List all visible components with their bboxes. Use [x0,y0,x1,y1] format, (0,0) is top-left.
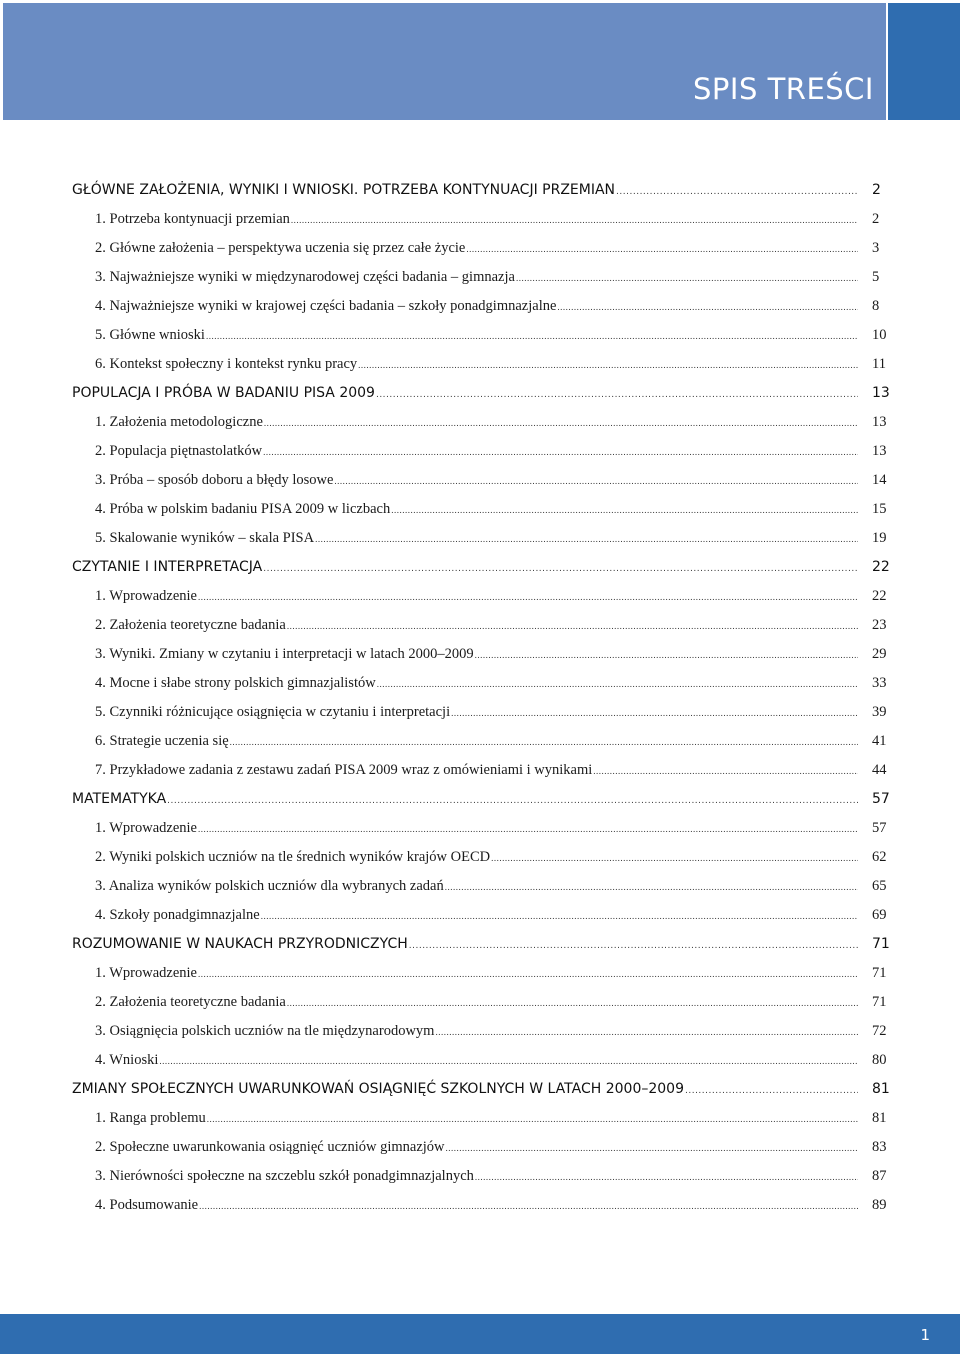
toc-item[interactable] [72,698,898,727]
toc-item-title: 3. Osiągnięcia polskich uczniów na tle międzynarodowym [95,1023,435,1039]
toc-item-title: 5. Główne wnioski [95,327,205,343]
toc-page-number: 83 [872,1139,887,1155]
toc-page-number: 71 [872,965,887,981]
toc-page-number: 71 [872,936,890,952]
toc-item-title: 5. Czynniki różnicujące osiągnięcia w czytaniu i interpretacji [95,704,451,720]
toc-page-number: 62 [872,849,887,865]
toc-item[interactable] [72,872,898,901]
page-number: 1 [920,1326,930,1344]
toc-item-title: 4. Próba w polskim badaniu PISA 2009 w liczbach [95,501,391,517]
toc-item-title: 4. Najważniejsze wyniki w krajowej części badania – szkoły ponadgimnazjalne [95,298,557,314]
header-accent-block [888,3,960,120]
dot-leader [261,901,858,931]
toc-item[interactable] [72,582,898,611]
dot-leader [685,1075,858,1106]
toc-item[interactable] [72,669,898,698]
toc-item-title: 2. Wyniki polskich uczniów na tle średnich wyników krajów OECD [95,849,491,865]
dot-leader [377,669,858,699]
toc-page-number: 14 [872,472,887,488]
toc-item-title: 4. Mocne i słabe strony polskich gimnazjalistów [95,675,376,691]
toc-section-title: MATEMATYKA [72,791,167,807]
toc-page-number: 13 [872,443,887,459]
dot-leader [315,524,858,554]
toc-page-number: 2 [872,182,881,198]
toc-item-title: 4. Szkoły ponadgimnazjalne [95,907,260,923]
toc-page-number: 89 [872,1197,887,1213]
dot-leader [475,1162,858,1192]
toc-section[interactable] [72,379,898,408]
toc-item-title: 6. Kontekst społeczny i kontekst rynku pracy [95,356,358,372]
toc-item-title: 1. Wprowadzenie [95,820,197,836]
toc-item[interactable] [72,321,898,350]
toc-item[interactable] [72,205,898,234]
toc-page-number: 23 [872,617,887,633]
dot-leader [263,553,858,584]
toc-page-number: 22 [872,588,887,604]
dot-leader [334,466,858,496]
toc-page-number: 80 [872,1052,887,1068]
toc-item-title: 1. Ranga problemu [95,1110,206,1126]
toc-section-title: POPULACJA I PRÓBA W BADANIU PISA 2009 [72,385,375,401]
toc-item[interactable] [72,408,898,437]
toc-item[interactable] [72,1104,898,1133]
toc-item[interactable] [72,437,898,466]
dot-leader [557,292,858,322]
toc-section[interactable] [72,553,898,582]
dot-leader [491,843,858,873]
toc-item[interactable] [72,1017,898,1046]
toc-section-title: ZMIANY SPOŁECZNYCH UWARUNKOWAŃ OSIĄGNIĘĆ SZKOLNYCH W LATACH 2000–2009 [72,1081,684,1097]
toc-page-number: 22 [872,559,890,575]
toc-page-number: 41 [872,733,887,749]
toc-section-title: ROZUMOWANIE W NAUKACH PRZYRODNICZYCH [72,936,408,952]
dot-leader [391,495,858,525]
dot-leader [263,437,858,467]
toc-item[interactable] [72,988,898,1017]
page-title: SPIS TREŚCI [693,72,874,106]
dot-leader [358,350,858,380]
toc-item[interactable] [72,814,898,843]
toc-item[interactable] [72,234,898,263]
toc-item[interactable] [72,466,898,495]
toc-page-number: 15 [872,501,887,517]
toc-page-number: 10 [872,327,887,343]
toc-section[interactable] [72,785,898,814]
toc-page-number: 81 [872,1081,890,1097]
toc-item-title: 1. Założenia metodologiczne [95,414,263,430]
dot-leader [409,930,858,961]
toc-page-number: 33 [872,675,887,691]
dot-leader [446,1133,858,1163]
dot-leader [516,263,858,293]
dot-leader [376,379,858,410]
dot-leader [159,1046,858,1076]
toc-item-title: 4. Wnioski [95,1052,159,1068]
toc-item[interactable] [72,756,898,785]
toc-item[interactable] [72,524,898,553]
toc-item-title: 3. Najważniejsze wyniki w międzynarodowej części badania – gimnazja [95,269,515,285]
toc-item-title: 2. Założenia teoretyczne badania [95,617,286,633]
toc-page-number: 44 [872,762,887,778]
toc-page-number: 11 [872,356,886,372]
toc-section[interactable] [72,176,898,205]
toc-item[interactable] [72,843,898,872]
toc-item-title: 2. Główne założenia – perspektywa uczenia się przez całe życie [95,240,466,256]
toc-item-title: 5. Skalowanie wyników – skala PISA [95,530,315,546]
toc-item-title: 2. Społeczne uwarunkowania osiągnięć uczniów gimnazjów [95,1139,445,1155]
toc-item[interactable] [72,263,898,292]
toc-item-title: 7. Przykładowe zadania z zestawu zadań PISA 2009 wraz z omówieniami i wynikami [95,762,593,778]
toc-page-number: 13 [872,385,890,401]
toc-section[interactable] [72,1075,898,1104]
toc-section-title: CZYTANIE I INTERPRETACJA [72,559,263,575]
toc-page-number: 2 [872,211,880,227]
toc-page-number: 8 [872,298,880,314]
toc-item[interactable] [72,1191,898,1220]
dot-leader [207,1104,858,1134]
toc-item-title: 3. Nierówności społeczne na szczeblu szkół ponadgimnazjalnych [95,1168,474,1184]
toc-item[interactable] [72,901,898,930]
toc-item-title: 3. Próba – sposób doboru a błędy losowe [95,472,334,488]
toc-item-title: 2. Założenia teoretyczne badania [95,994,286,1010]
toc-page-number: 72 [872,1023,887,1039]
dot-leader [287,988,858,1018]
toc-item-title: 1. Potrzeba kontynuacji przemian [95,211,290,227]
toc-page-number: 13 [872,414,887,430]
dot-leader [198,959,858,989]
dot-leader [616,176,858,207]
dot-leader [475,640,858,670]
toc-page-number: 65 [872,878,887,894]
toc-item[interactable] [72,1046,898,1075]
toc-page-number: 5 [872,269,880,285]
dot-leader [230,727,858,757]
toc-item[interactable] [72,495,898,524]
toc-item-title: 3. Wyniki. Zmiany w czytaniu i interpretacji w latach 2000–2009 [95,646,474,662]
toc-page-number: 69 [872,907,887,923]
toc-page-number: 57 [872,791,890,807]
toc-item-title: 6. Strategie uczenia się [95,733,229,749]
toc-section-title: GŁÓWNE ZAŁOŻENIA, WYNIKI I WNIOSKI. POTRZEBA KONTYNUACJI PRZEMIAN [72,182,616,198]
toc-page-number: 39 [872,704,887,720]
toc-page-number: 19 [872,530,887,546]
toc-item[interactable] [72,959,898,988]
toc-item-title: 2. Populacja piętnastolatków [95,443,263,459]
toc-item-title: 1. Wprowadzenie [95,965,197,981]
dot-leader [287,611,858,641]
toc-page-number: 29 [872,646,887,662]
toc-item[interactable] [72,1133,898,1162]
toc-item[interactable] [72,350,898,379]
toc-page-number: 71 [872,994,887,1010]
toc-page-number: 87 [872,1168,887,1184]
dot-leader [167,785,858,816]
dot-leader [466,234,858,264]
dot-leader [451,698,858,728]
toc-page-number: 57 [872,820,887,836]
dot-leader [206,321,858,351]
table-of-contents [72,176,898,1220]
toc-section[interactable] [72,930,898,959]
toc-item-title: 3. Analiza wyników polskich uczniów dla wybranych zadań [95,878,444,894]
dot-leader [435,1017,858,1047]
dot-leader [264,408,858,438]
dot-leader [198,582,858,612]
toc-item[interactable] [72,292,898,321]
toc-item[interactable] [72,611,898,640]
dot-leader [291,205,858,235]
dot-leader [445,872,858,902]
footer-band [0,1314,960,1354]
toc-item-title: 1. Wprowadzenie [95,588,197,604]
toc-item[interactable] [72,1162,898,1191]
toc-page-number: 81 [872,1110,887,1126]
toc-item[interactable] [72,640,898,669]
dot-leader [199,1191,858,1221]
toc-item-title: 4. Podsumowanie [95,1197,199,1213]
toc-item[interactable] [72,727,898,756]
dot-leader [198,814,858,844]
toc-page-number: 3 [872,240,880,256]
dot-leader [593,756,858,786]
